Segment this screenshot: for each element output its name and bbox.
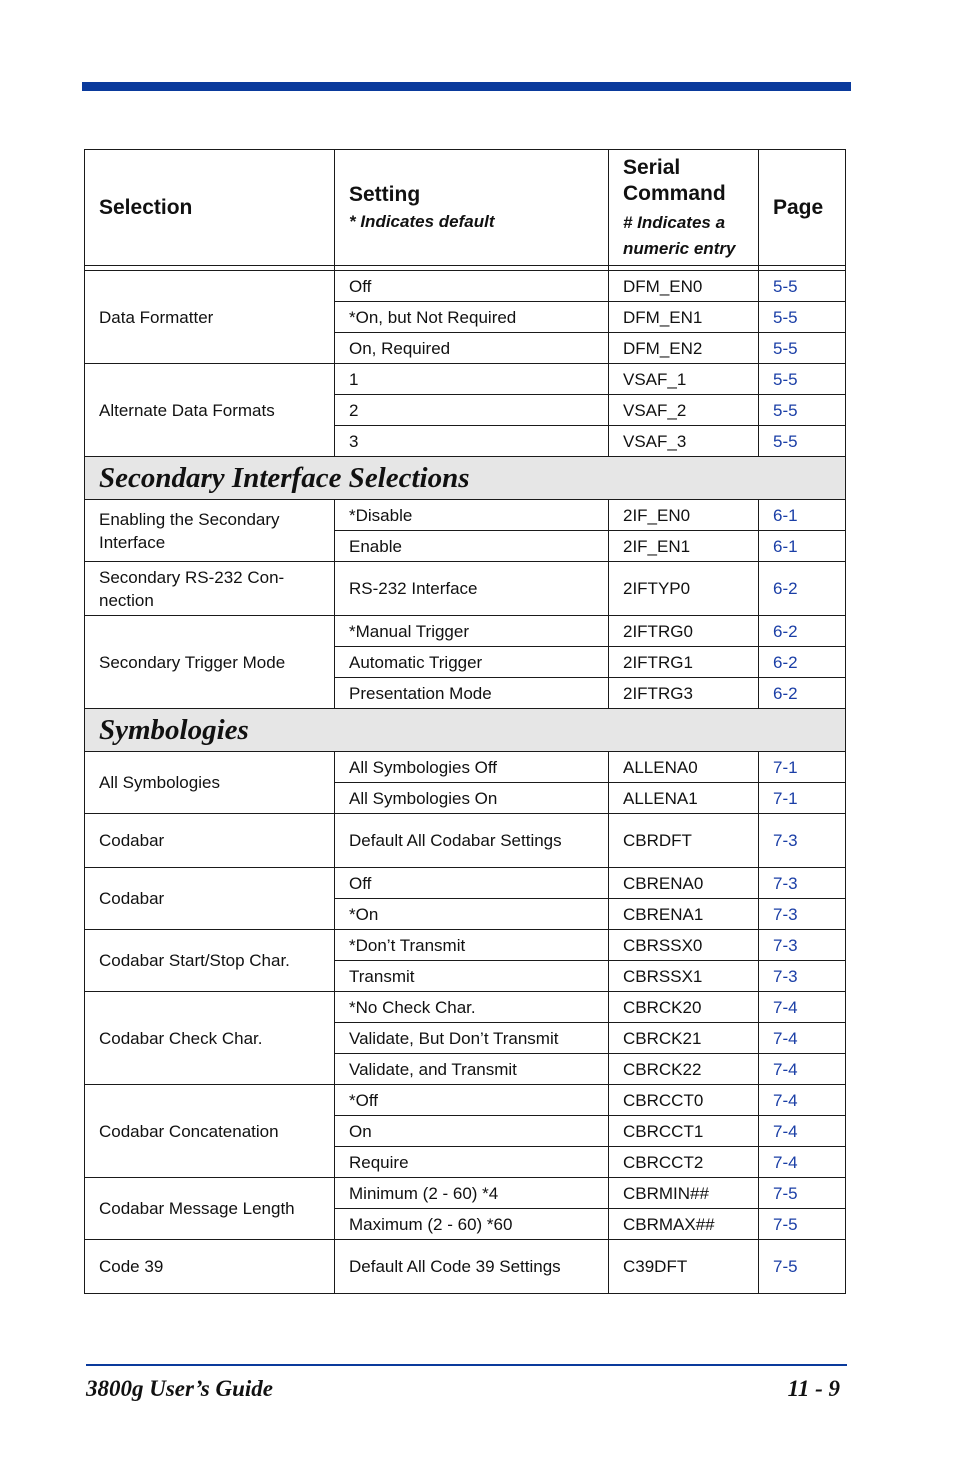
selection-cell: Code 39 bbox=[85, 1240, 335, 1294]
setting-cell: Off bbox=[335, 271, 609, 302]
serial-command-cell: 2IF_EN1 bbox=[609, 531, 759, 562]
setting-cell: Off bbox=[335, 868, 609, 899]
table-row bbox=[85, 752, 846, 783]
table-row bbox=[85, 616, 846, 647]
setting-cell: 2 bbox=[335, 395, 609, 426]
serial-command-cell: CBRMAX## bbox=[609, 1209, 759, 1240]
page-link[interactable]: 5-5 bbox=[759, 333, 846, 364]
selection-cell: Data Formatter bbox=[85, 271, 335, 364]
setting-cell: Maximum (2 - 60) *60 bbox=[335, 1209, 609, 1240]
page-link[interactable]: 7-4 bbox=[759, 1054, 846, 1085]
page-link[interactable]: 6-1 bbox=[759, 531, 846, 562]
table-body bbox=[85, 271, 846, 1294]
setting-cell: 3 bbox=[335, 426, 609, 457]
page-link[interactable]: 5-5 bbox=[759, 395, 846, 426]
serial-command-cell: CBRCK21 bbox=[609, 1023, 759, 1054]
page-link[interactable]: 7-4 bbox=[759, 1085, 846, 1116]
page-link[interactable]: 6-2 bbox=[759, 616, 846, 647]
page-link[interactable]: 7-3 bbox=[759, 868, 846, 899]
page-link[interactable]: 7-1 bbox=[759, 783, 846, 814]
serial-command-cell: 2IFTRG3 bbox=[609, 678, 759, 709]
table-row bbox=[85, 271, 846, 302]
serial-command-cell: 2IFTRG0 bbox=[609, 616, 759, 647]
setting-cell: Default All Code 39 Settings bbox=[335, 1240, 609, 1294]
selection-cell: Secondary Trigger Mode bbox=[85, 616, 335, 709]
page-link[interactable]: 6-2 bbox=[759, 562, 846, 616]
setting-cell: Validate, and Transmit bbox=[335, 1054, 609, 1085]
table-row bbox=[85, 1178, 846, 1209]
page-link[interactable]: 6-1 bbox=[759, 500, 846, 531]
footer-guide-title: 3800g User’s Guide bbox=[86, 1376, 273, 1401]
table-row bbox=[85, 562, 846, 616]
page-link[interactable]: 6-2 bbox=[759, 647, 846, 678]
serial-command-cell: VSAF_2 bbox=[609, 395, 759, 426]
section-heading: Secondary Interface Selections bbox=[85, 457, 846, 500]
page-link[interactable]: 7-4 bbox=[759, 992, 846, 1023]
setting-cell: Validate, But Don’t Transmit bbox=[335, 1023, 609, 1054]
setting-cell: Require bbox=[335, 1147, 609, 1178]
setting-cell: *On, but Not Required bbox=[335, 302, 609, 333]
section-heading-row bbox=[85, 709, 846, 752]
page-link[interactable]: 7-4 bbox=[759, 1147, 846, 1178]
column-header-serial-command: Serial Command # Indicates a numeric entry bbox=[609, 150, 759, 266]
table-row bbox=[85, 364, 846, 395]
table-row bbox=[85, 868, 846, 899]
table-row bbox=[85, 1240, 846, 1294]
page-link[interactable]: 5-5 bbox=[759, 271, 846, 302]
serial-command-cell: 2IFTYP0 bbox=[609, 562, 759, 616]
serial-command-cell: VSAF_3 bbox=[609, 426, 759, 457]
serial-command-cell: CBRCK22 bbox=[609, 1054, 759, 1085]
selection-cell: Codabar Message Length bbox=[85, 1178, 335, 1240]
table-row bbox=[85, 992, 846, 1023]
command-table bbox=[84, 149, 846, 1294]
page-link[interactable]: 7-5 bbox=[759, 1178, 846, 1209]
page-link[interactable]: 7-4 bbox=[759, 1116, 846, 1147]
setting-cell: All Symbologies Off bbox=[335, 752, 609, 783]
serial-command-cell: ALLENA1 bbox=[609, 783, 759, 814]
table-header-row bbox=[85, 150, 846, 266]
column-header-setting: Setting * Indicates default bbox=[335, 150, 609, 266]
selection-cell: Codabar bbox=[85, 868, 335, 930]
serial-command-cell: CBRSSX1 bbox=[609, 961, 759, 992]
serial-command-cell: 2IFTRG1 bbox=[609, 647, 759, 678]
table-row bbox=[85, 500, 846, 531]
serial-command-cell: ALLENA0 bbox=[609, 752, 759, 783]
setting-cell: RS-232 Interface bbox=[335, 562, 609, 616]
setting-cell: Enable bbox=[335, 531, 609, 562]
setting-cell: Default All Codabar Settings bbox=[335, 814, 609, 868]
section-heading: Symbologies bbox=[85, 709, 846, 752]
setting-cell: *Don’t Transmit bbox=[335, 930, 609, 961]
serial-command-cell: 2IF_EN0 bbox=[609, 500, 759, 531]
page-link[interactable]: 6-2 bbox=[759, 678, 846, 709]
serial-command-cell: CBRSSX0 bbox=[609, 930, 759, 961]
setting-cell: 1 bbox=[335, 364, 609, 395]
serial-command-cell: DFM_EN0 bbox=[609, 271, 759, 302]
setting-cell: *Off bbox=[335, 1085, 609, 1116]
page-link[interactable]: 5-5 bbox=[759, 364, 846, 395]
page-link[interactable]: 7-3 bbox=[759, 814, 846, 868]
table-row bbox=[85, 814, 846, 868]
serial-command-cell: CBRDFT bbox=[609, 814, 759, 868]
footer-rule bbox=[86, 1364, 847, 1366]
table-row bbox=[85, 930, 846, 961]
serial-command-cell: CBRENA0 bbox=[609, 868, 759, 899]
selection-cell: All Symbologies bbox=[85, 752, 335, 814]
setting-cell: On, Required bbox=[335, 333, 609, 364]
selection-cell: Enabling the Secondary Interface bbox=[85, 500, 335, 562]
table-row bbox=[85, 1085, 846, 1116]
page-link[interactable]: 7-5 bbox=[759, 1209, 846, 1240]
serial-command-cell: VSAF_1 bbox=[609, 364, 759, 395]
serial-command-cell: CBRCK20 bbox=[609, 992, 759, 1023]
setting-cell: *On bbox=[335, 899, 609, 930]
selection-cell: Codabar Concatenation bbox=[85, 1085, 335, 1178]
setting-cell: *Disable bbox=[335, 500, 609, 531]
section-heading-row bbox=[85, 457, 846, 500]
setting-cell: Transmit bbox=[335, 961, 609, 992]
setting-cell: Minimum (2 - 60) *4 bbox=[335, 1178, 609, 1209]
header-rule bbox=[82, 82, 851, 91]
page-link[interactable]: 7-4 bbox=[759, 1023, 846, 1054]
page-link[interactable]: 5-5 bbox=[759, 302, 846, 333]
serial-command-cell: CBRCCT1 bbox=[609, 1116, 759, 1147]
page-link[interactable]: 5-5 bbox=[759, 426, 846, 457]
serial-command-cell: CBRCCT0 bbox=[609, 1085, 759, 1116]
selection-cell: Codabar Check Char. bbox=[85, 992, 335, 1085]
setting-cell: *No Check Char. bbox=[335, 992, 609, 1023]
setting-cell: On bbox=[335, 1116, 609, 1147]
column-header-selection: Selection bbox=[85, 150, 335, 266]
selection-cell: Codabar Start/Stop Char. bbox=[85, 930, 335, 992]
serial-command-cell: CBRENA1 bbox=[609, 899, 759, 930]
selection-cell: Codabar bbox=[85, 814, 335, 868]
page-link[interactable]: 7-3 bbox=[759, 930, 846, 961]
setting-cell: Automatic Trigger bbox=[335, 647, 609, 678]
serial-command-cell: DFM_EN2 bbox=[609, 333, 759, 364]
setting-cell: Presentation Mode bbox=[335, 678, 609, 709]
page-link[interactable]: 7-5 bbox=[759, 1240, 846, 1294]
column-header-page: Page bbox=[759, 150, 846, 266]
page-link[interactable]: 7-3 bbox=[759, 961, 846, 992]
serial-command-cell: CBRMIN## bbox=[609, 1178, 759, 1209]
serial-command-cell: CBRCCT2 bbox=[609, 1147, 759, 1178]
selection-cell: Secondary RS-232 Con-nection bbox=[85, 562, 335, 616]
page-link[interactable]: 7-3 bbox=[759, 899, 846, 930]
footer-page-number: 11 - 9 bbox=[787, 1376, 840, 1401]
setting-cell: *Manual Trigger bbox=[335, 616, 609, 647]
serial-command-cell: DFM_EN1 bbox=[609, 302, 759, 333]
setting-cell: All Symbologies On bbox=[335, 783, 609, 814]
page-link[interactable]: 7-1 bbox=[759, 752, 846, 783]
selection-cell: Alternate Data Formats bbox=[85, 364, 335, 457]
serial-command-cell: C39DFT bbox=[609, 1240, 759, 1294]
